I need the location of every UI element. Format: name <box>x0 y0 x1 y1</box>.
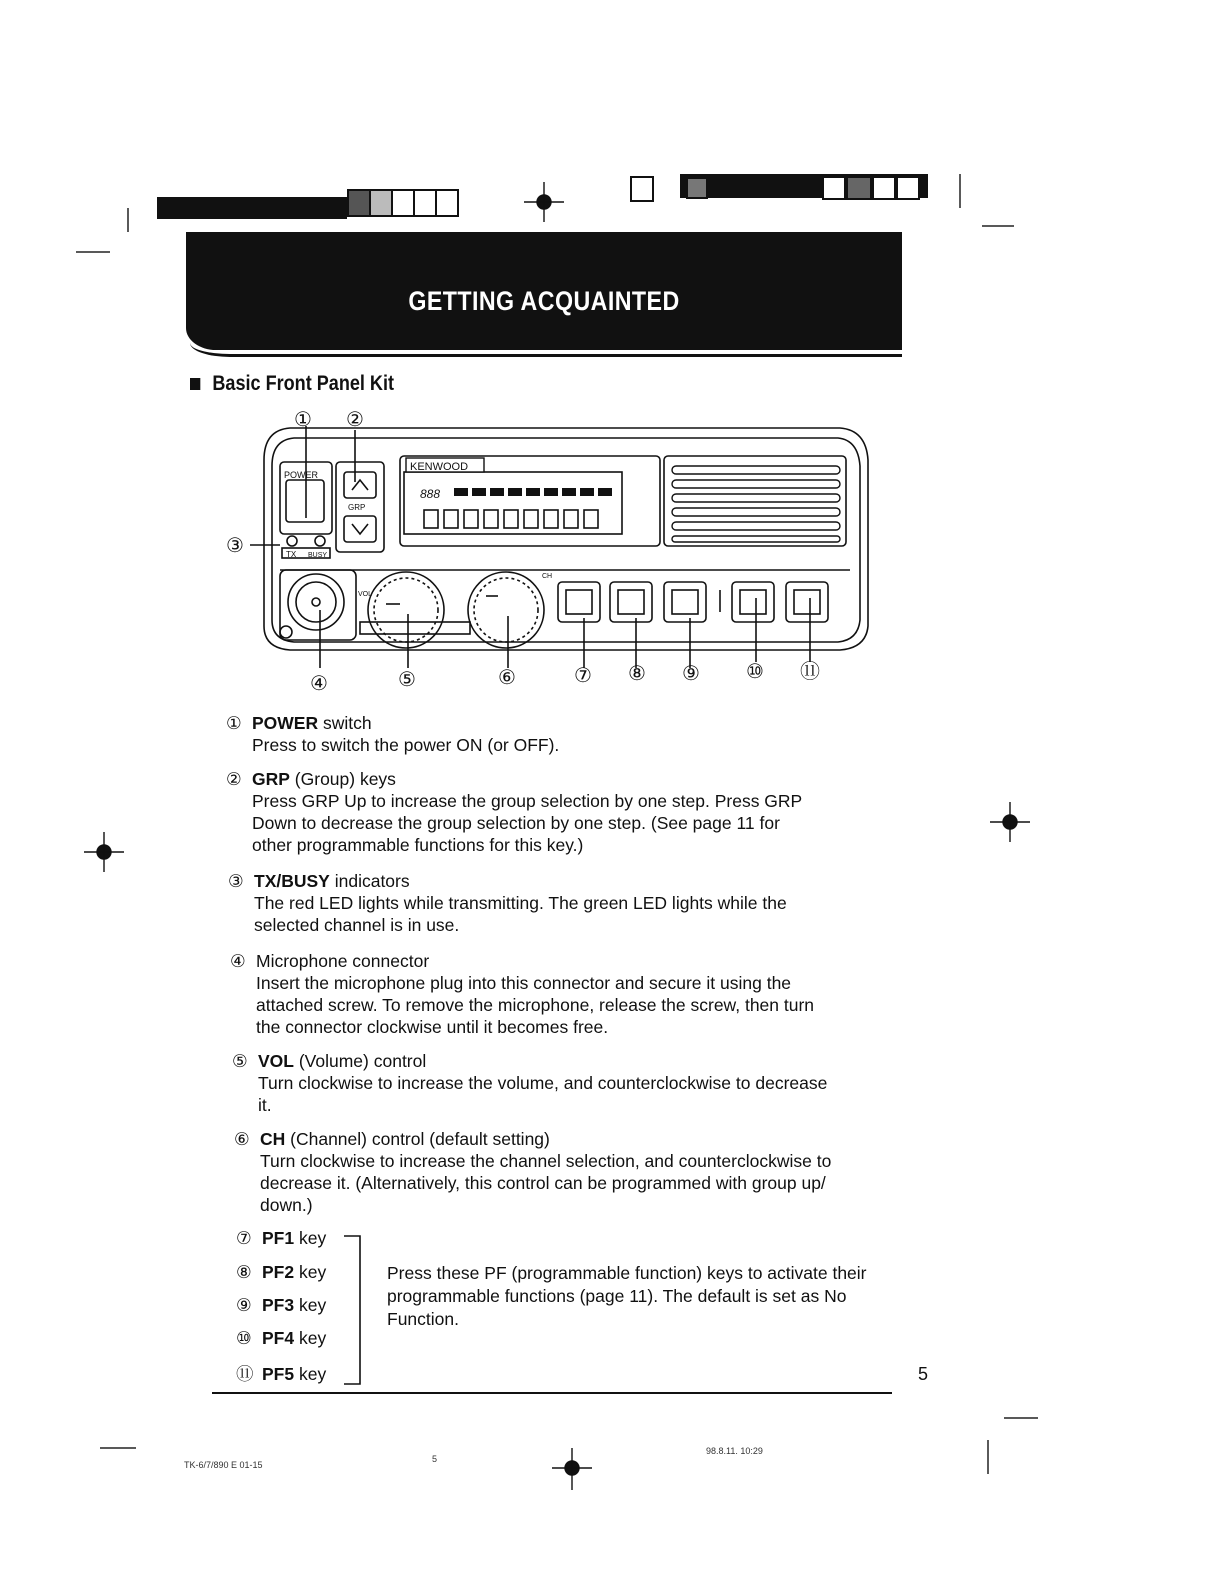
callout-3: ③ <box>226 535 244 557</box>
item-number: ⑩ <box>236 1328 252 1348</box>
item-head-rest: indicators <box>329 871 410 891</box>
pf-key-label: PF3 <box>262 1295 295 1315</box>
brand-label: KENWOOD <box>410 461 469 473</box>
callout-11: ⑪ <box>800 661 820 683</box>
item-line: Turn clockwise to increase the channel selection, and counterclockwise to <box>260 1151 832 1171</box>
display-segments <box>454 488 612 496</box>
item-head-bold: GRP <box>252 769 290 789</box>
crosshair-bottom <box>552 1448 592 1490</box>
pf-key-label: PF5 <box>262 1364 295 1384</box>
section-heading <box>190 372 394 396</box>
crosshair-top <box>524 182 564 222</box>
item-line: attached screw. To remove the microphone, release the screw, then turn <box>256 995 815 1015</box>
item-line: other programmable functions for this key.) <box>252 835 584 855</box>
pf-key-row <box>236 1361 326 1386</box>
bullet-square-icon <box>190 378 200 390</box>
callout-9: ⑨ <box>682 663 700 685</box>
pf-key-suffix: key <box>294 1228 327 1248</box>
item-line: Insert the microphone plug into this connector and secure it using the <box>256 973 792 993</box>
item-line: it. <box>258 1095 272 1115</box>
section-heading-text: Basic Front Panel Kit <box>212 372 395 395</box>
callout-6: ⑥ <box>498 667 516 689</box>
item-number: ⑤ <box>232 1051 248 1071</box>
grp-label: GRP <box>348 503 366 512</box>
item-line: Press to switch the power ON (or OFF). <box>252 735 560 755</box>
footer-center: 5 <box>432 1454 438 1464</box>
item-number: ③ <box>228 871 244 891</box>
footer-left: TK-6/7/890 E 01-15 <box>184 1460 263 1470</box>
pf-key-row <box>236 1228 326 1249</box>
item-ch <box>234 1128 940 1216</box>
item-head-bold: CH <box>260 1129 286 1149</box>
item-line: down.) <box>260 1195 313 1215</box>
callout-1: ① <box>294 409 312 431</box>
pf-key-row <box>236 1262 326 1283</box>
item-head-bold: VOL <box>258 1051 294 1071</box>
item-line: The red LED lights while transmitting. The green LED lights while the <box>254 893 787 913</box>
item-grp <box>226 768 932 856</box>
item-number: ⑧ <box>236 1262 252 1282</box>
crosshair-right <box>990 802 1030 842</box>
pf-description: Press these PF (programmable function) keys to activate their programmable functions (page 11). The default is set as No Function. <box>387 1263 867 1329</box>
pf-key-suffix: key <box>294 1328 327 1348</box>
power-label: POWER <box>284 470 319 480</box>
item-number: ① <box>226 713 242 733</box>
item-number: ⑨ <box>236 1295 252 1315</box>
item-line: the connector clockwise until it becomes free. <box>256 1017 609 1037</box>
footer-right: 98.8.11. 10:29 <box>706 1446 763 1456</box>
tx-label: TX <box>286 550 297 559</box>
item-head-rest: (Volume) control <box>293 1051 427 1071</box>
item-head-bold: POWER <box>252 713 319 733</box>
item-head-rest: (Channel) control (default setting) <box>285 1129 550 1149</box>
banner-underline <box>190 340 902 357</box>
item-number: ⑪ <box>236 1364 254 1384</box>
pf-key-suffix: key <box>294 1262 327 1282</box>
item-line: Press GRP Up to increase the group selection by one step. Press GRP <box>252 791 803 811</box>
pf-key-suffix: key <box>294 1295 327 1315</box>
pf-bracket <box>340 1228 370 1388</box>
item-power <box>226 712 932 756</box>
item-microphone <box>230 950 936 1038</box>
item-number: ② <box>226 769 242 789</box>
front-panel-diagram <box>226 400 870 700</box>
item-tx-busy <box>228 870 934 936</box>
item-head-bold: TX/BUSY <box>254 871 330 891</box>
callout-5: ⑤ <box>398 669 416 691</box>
callout-2: ② <box>346 409 364 431</box>
pf-key-row <box>236 1295 326 1316</box>
vol-label: VOL <box>358 591 373 598</box>
pf-key-label: PF1 <box>262 1228 295 1248</box>
callout-4: ④ <box>310 673 328 695</box>
starburst-segments <box>424 510 598 528</box>
item-head-rest: (Group) keys <box>289 769 396 789</box>
ch-label: CH <box>542 573 553 580</box>
bottom-rule <box>212 1392 892 1394</box>
item-line: Down to decrease the group selection by one step. (See page 11 for <box>252 813 780 833</box>
item-head-rest: Microphone connector <box>256 951 430 971</box>
display-digits: 888 <box>420 487 441 501</box>
item-number: ⑥ <box>234 1129 250 1149</box>
callout-10: ⑩ <box>746 661 764 683</box>
item-line: selected channel is in use. <box>254 915 460 935</box>
item-line: Turn clockwise to increase the volume, and counterclockwise to decrease <box>258 1073 828 1093</box>
page-number: 5 <box>918 1364 929 1384</box>
pf-key-label: PF4 <box>262 1328 295 1348</box>
item-number: ⑦ <box>236 1228 252 1248</box>
busy-label: BUSY <box>308 552 328 559</box>
callout-8: ⑧ <box>628 663 646 685</box>
crosshair-left <box>84 832 124 872</box>
page-title: GETTING ACQUAINTED <box>408 286 680 316</box>
item-number: ④ <box>230 951 246 971</box>
pf-key-row <box>236 1328 326 1349</box>
pf-key-label: PF2 <box>262 1262 295 1282</box>
item-head-rest: switch <box>318 713 372 733</box>
pf-key-suffix: key <box>294 1364 327 1384</box>
item-vol <box>232 1050 938 1116</box>
callout-7: ⑦ <box>574 665 592 687</box>
item-line: decrease it. (Alternatively, this control can be programmed with group up/ <box>260 1173 826 1193</box>
